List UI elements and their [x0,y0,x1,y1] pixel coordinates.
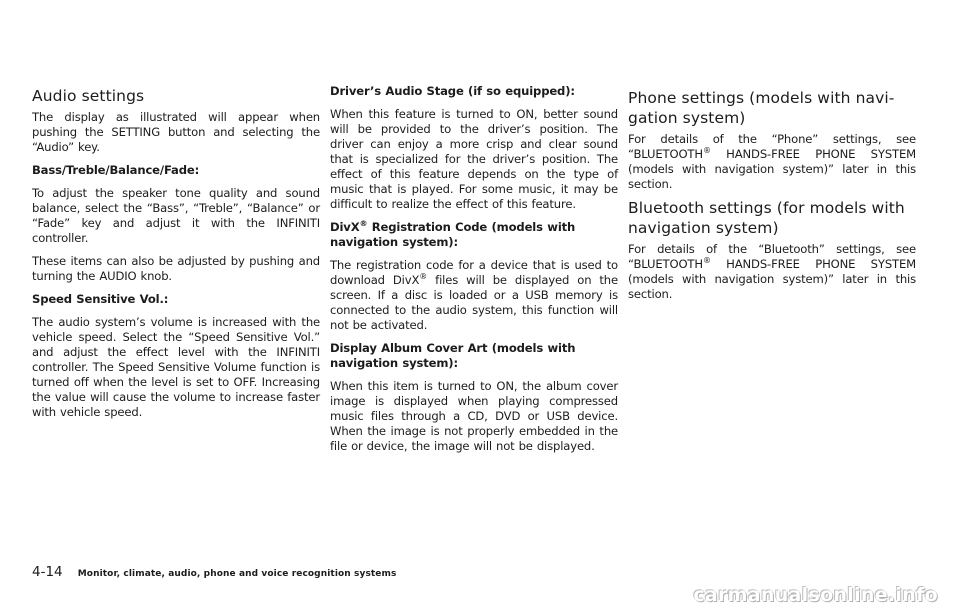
registered-mark: ® [702,256,711,266]
bluetooth-settings-paragraph [628,242,916,302]
subheading-album-cover-art: Display Album Cover Art (models with navigation system): [330,341,576,370]
column-audio-settings [32,86,320,428]
watermark: carmanualsonline.info [693,584,938,606]
divx-label: DivX [330,220,360,234]
phone-paragraph-start: For details of the “Phone” settings, see “BLUETOOTH [628,132,916,161]
subheading-divx-registration [330,220,618,250]
page-footer [32,561,396,580]
registered-mark: ® [702,146,711,156]
intro-paragraph: The display as illustrated will appear when pushing the SETTING button and selecting the “Audio” key. [32,110,320,154]
registered-mark: ® [359,219,368,229]
speed-sensitive-paragraph: The audio system’s volume is increased with the vehicle speed. Select the “Speed Sensitive Vol.” and adjust the effect level with the INFINITI controller. The Speed Sensitive Volume function is turned off when the level is set to OFF. Increasing the value will cause the volume to increase faster with vehicle speed. [32,315,320,419]
column-phone-bluetooth [628,88,916,308]
heading-audio-settings: Audio settings [32,87,145,105]
driver-audio-stage-paragraph: When this feature is turned to ON, better sound will be provided to the driver’s position. The driver can enjoy a more crisp and clear sound that is specialized for the driver’s position. The effect of this feature depends on the type of music that is played. For some music, it may be difficult to realize the effect of this feature. [330,107,618,211]
registered-mark: ® [419,272,428,282]
divx-paragraph [330,258,618,333]
bluetooth-paragraph-rest: HANDS-FREE PHONE SYSTEM (models with navigation system)” later in this section. [628,257,916,301]
subheading-bass-treble: Bass/Treble/Balance/Fade: [32,163,200,177]
bluetooth-paragraph-start: For details of the “Bluetooth” settings, see “BLUETOOTH [628,242,916,271]
phone-paragraph-rest: HANDS-FREE PHONE SYSTEM (models with navigation system)” later in this section. [628,147,916,191]
phone-settings-paragraph [628,132,916,192]
audio-knob-paragraph: These items can also be adjusted by pushing and turning the AUDIO knob. [32,254,320,283]
divx-heading-rest: Registration Code (models with navigation system): [330,220,576,249]
subheading-speed-sensitive: Speed Sensitive Vol.: [32,292,169,306]
album-cover-art-paragraph: When this item is turned to ON, the album cover image is displayed when playing compressed music files through a CD, DVD or USB device. When the image is not properly embedded in the file or device, the image will not be displayed. [330,379,618,453]
page-number: 4-14 [32,564,63,580]
divx-paragraph-rest: files will be displayed on the screen. If a disc is loaded or a USB memory is connected to the audio system, this function will not be activated. [330,273,618,332]
heading-bluetooth-settings: Bluetooth settings (for models with navigation system) [628,199,905,237]
subheading-driver-audio-stage: Driver’s Audio Stage (if so equipped): [330,84,575,98]
footer-section-title: Monitor, climate, audio, phone and voice recognition systems [77,569,397,579]
bass-treble-paragraph: To adjust the speaker tone quality and sound balance, select the “Bass”, “Treble”, “Balance” or “Fade” key and adjust it with the INFINITI controller. [32,186,320,245]
divx-paragraph-start: The registration code for a device that is used to download DivX [330,258,618,287]
column-audio-options [330,84,618,462]
heading-phone-settings: Phone settings (models with navi-gation system) [628,89,895,127]
